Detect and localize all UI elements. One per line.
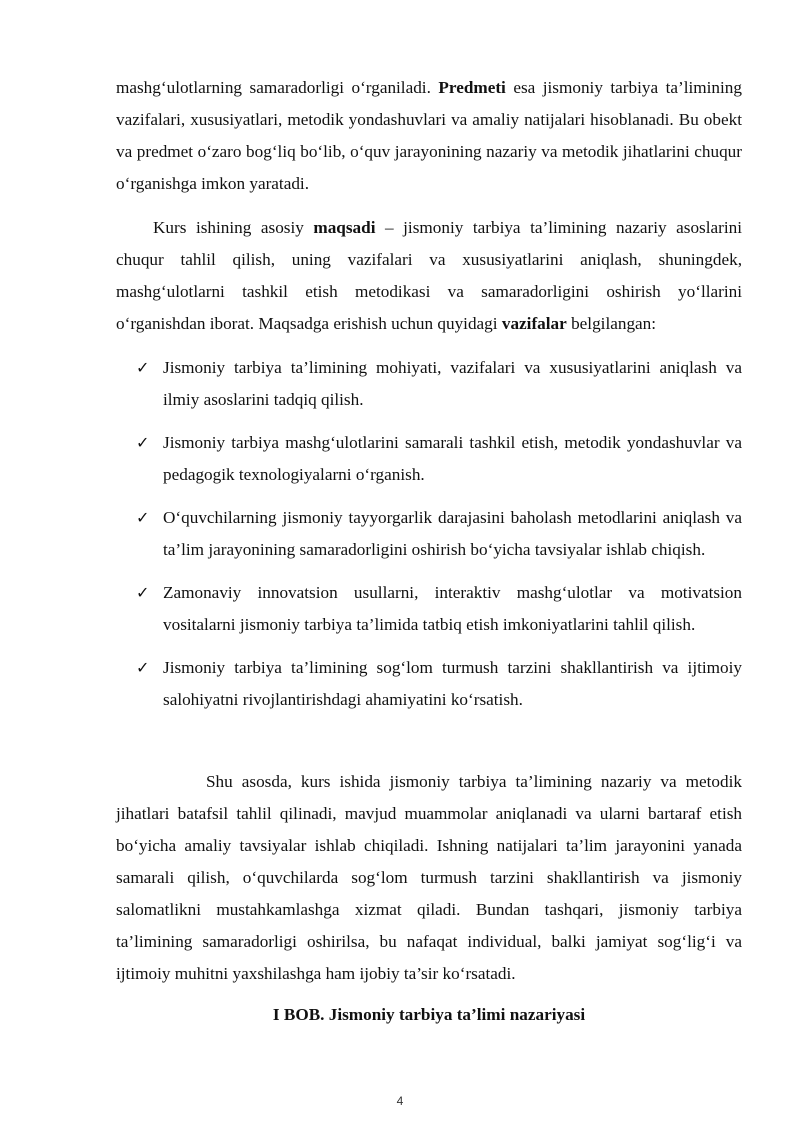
paragraph-goal <box>116 212 742 340</box>
bold-term-maqsadi: maqsadi <box>313 218 376 237</box>
checkmark-icon: ✓ <box>136 433 150 452</box>
task-item <box>116 502 742 566</box>
bold-term-predmeti: Predmeti <box>438 78 506 97</box>
paragraph-conclusion <box>116 766 742 990</box>
task-item <box>116 652 742 716</box>
checkmark-icon: ✓ <box>136 358 150 377</box>
task-checklist <box>116 352 742 727</box>
paragraph-text: – jismoniy tarbiya ta’limining nazariy asoslarini chuqur tahlil qilish, uning vazifalari va xususiyatlarini aniqlash, shuningdek, mashg‘ulotlarni tashkil etish metodikasi va samaradorligini oshirish yo‘llarini o‘rganishdan iborat. Maqsadga erishish uchun quyidagi <box>116 218 742 333</box>
task-item <box>116 352 742 416</box>
task-item-text: Jismoniy tarbiya ta’limining mohiyati, vazifalari va xususiyatlarini aniqlash va ilmiy asoslarini tadqiq qilish. <box>163 358 742 409</box>
task-item-text: Jismoniy tarbiya mashg‘ulotlarini samarali tashkil etish, metodik yondashuvlar va pedagogik texnologiyalarni o‘rganish. <box>163 433 742 484</box>
paragraph-text: mashg‘ulotlarning samaradorligi o‘rganiladi. <box>116 78 439 97</box>
page-number: 4 <box>396 1094 404 1108</box>
bold-term-vazifalar: vazifalar <box>501 314 567 333</box>
checkmark-icon: ✓ <box>136 658 150 677</box>
chapter-heading: I BOB. Jismoniy tarbiya ta’limi nazariyasi <box>272 1005 586 1024</box>
paragraph-text: Shu asosda, kurs ishida jismoniy tarbiya ta’limining nazariy va metodik jihatlari batafsil tahlil qilinadi, mavjud muammolar aniqlanadi va ularni bartaraf etish bo‘yicha amaliy tavsiyalar ishlab chiqiladi. Ishning natijalari ta’lim jarayonini yanada samarali qilish, o‘quvchilarda sog‘lom turmush tarzini shakllantirish va jismoniy salomatlikni mustahkamlashga xizmat qiladi. Bundan tashqari, jismoniy tarbiya ta’limining samaradorligi oshirilsa, bu nafaqat individual, balki jamiyat sog‘lig‘i va ijtimoiy muhitni yaxshilashga ham ijobiy ta’sir ko‘rsatadi. <box>116 772 742 983</box>
task-item-text: O‘quvchilarning jismoniy tayyorgarlik darajasini baholash metodlarini aniqlash va ta’lim jarayonining samaradorligini oshirish bo‘yicha tavsiyalar ishlab chiqish. <box>163 508 742 559</box>
paragraph-text: belgilangan: <box>566 314 657 333</box>
task-item-text: Zamonaviy innovatsion usullarni, interaktiv mashg‘ulotlar va motivatsion vositalarni jismoniy tarbiya ta’limida tatbiq etish imkoniyatlarini tahlil qilish. <box>163 583 742 634</box>
checkmark-icon: ✓ <box>136 583 150 602</box>
checkmark-icon: ✓ <box>136 508 150 527</box>
paragraph-text: esa jismoniy tarbiya ta’limining vazifalari, xususiyatlari, metodik yondashuvlari va amaliy natijalari hisoblanadi. Bu obekt va predmet o‘zaro bog‘liq bo‘lib, o‘quv jarayonining nazariy va metodik jihatlarini chuqur o‘rganishga imkon yaratadi. <box>116 78 742 193</box>
task-item <box>116 577 742 641</box>
paragraph-object-subject <box>116 72 742 200</box>
paragraph-text: Kurs ishining asosiy <box>153 218 314 237</box>
task-item <box>116 427 742 491</box>
task-item-text: Jismoniy tarbiya ta’limining sog‘lom turmush tarzini shakllantirish va ijtimoiy salohiyatni rivojlantirishdagi ahamiyatini ko‘rsatish. <box>163 658 742 709</box>
